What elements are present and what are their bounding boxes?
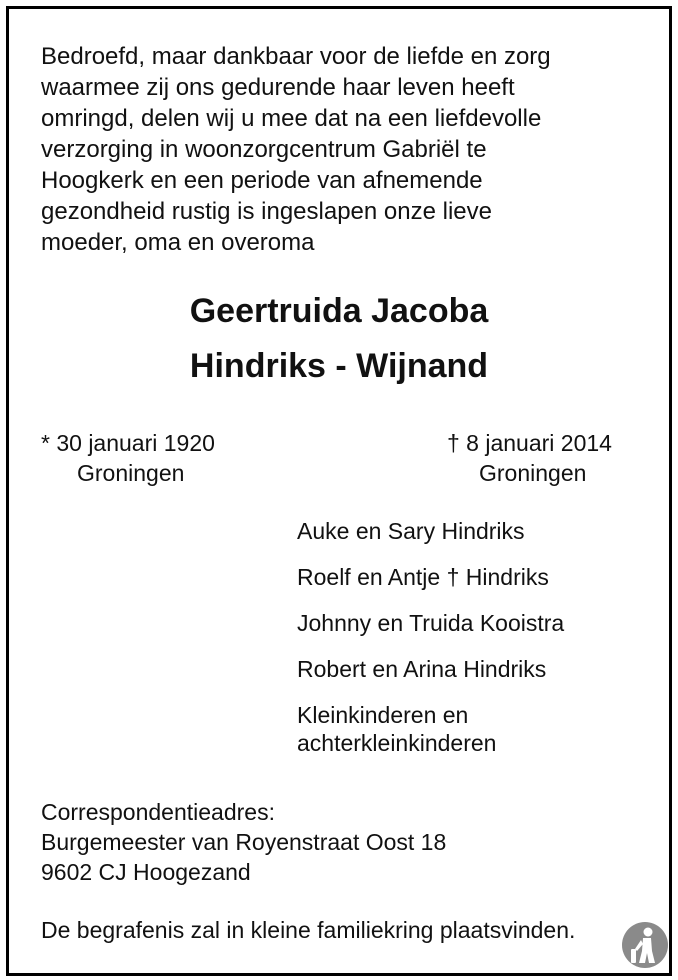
deceased-name-last: Hindriks - Wijnand — [189, 347, 489, 385]
family-member: Johnny en Truida Kooistra — [297, 610, 565, 636]
family-member: Roelf en Antje † Hindriks — [297, 564, 549, 590]
address-heading: Correspondentieadres: — [41, 799, 275, 825]
birth-date: * 30 januari 1920 — [41, 430, 215, 456]
deceased-name-first: Geertruida Jacoba — [189, 292, 489, 330]
mourning-figure-icon — [621, 921, 669, 969]
family-member: Auke en Sary Hindriks — [297, 518, 525, 544]
family-member: Kleinkinderen en — [297, 702, 469, 728]
address-street: Burgemeester van Royenstraat Oost 18 — [41, 829, 447, 855]
family-list — [297, 517, 564, 757]
correspondence-address — [41, 797, 446, 887]
obituary-card — [6, 6, 672, 976]
intro-text: Bedroefd, maar dankbaar voor de liefde en zorg waarmee zij ons gedurende haar leven heeft omringd, delen wij u mee dat na een liefdevolle verzorging in woonzorgcentrum Gabriël te Hoogkerk en een periode van afnemende gezondheid rustig is ingeslapen onze lieve moeder, oma en overoma — [41, 43, 551, 256]
family-member: Robert en Arina Hindriks — [297, 656, 547, 682]
death-place: Groningen — [479, 460, 587, 486]
address-city: 9602 CJ Hoogezand — [41, 859, 251, 885]
family-member: achterkleinkinderen — [297, 730, 497, 756]
death-date: † 8 januari 2014 — [447, 430, 612, 456]
birth-place: Groningen — [77, 460, 185, 486]
funeral-note: De begrafenis zal in kleine familiekring plaatsvinden. — [41, 917, 576, 943]
